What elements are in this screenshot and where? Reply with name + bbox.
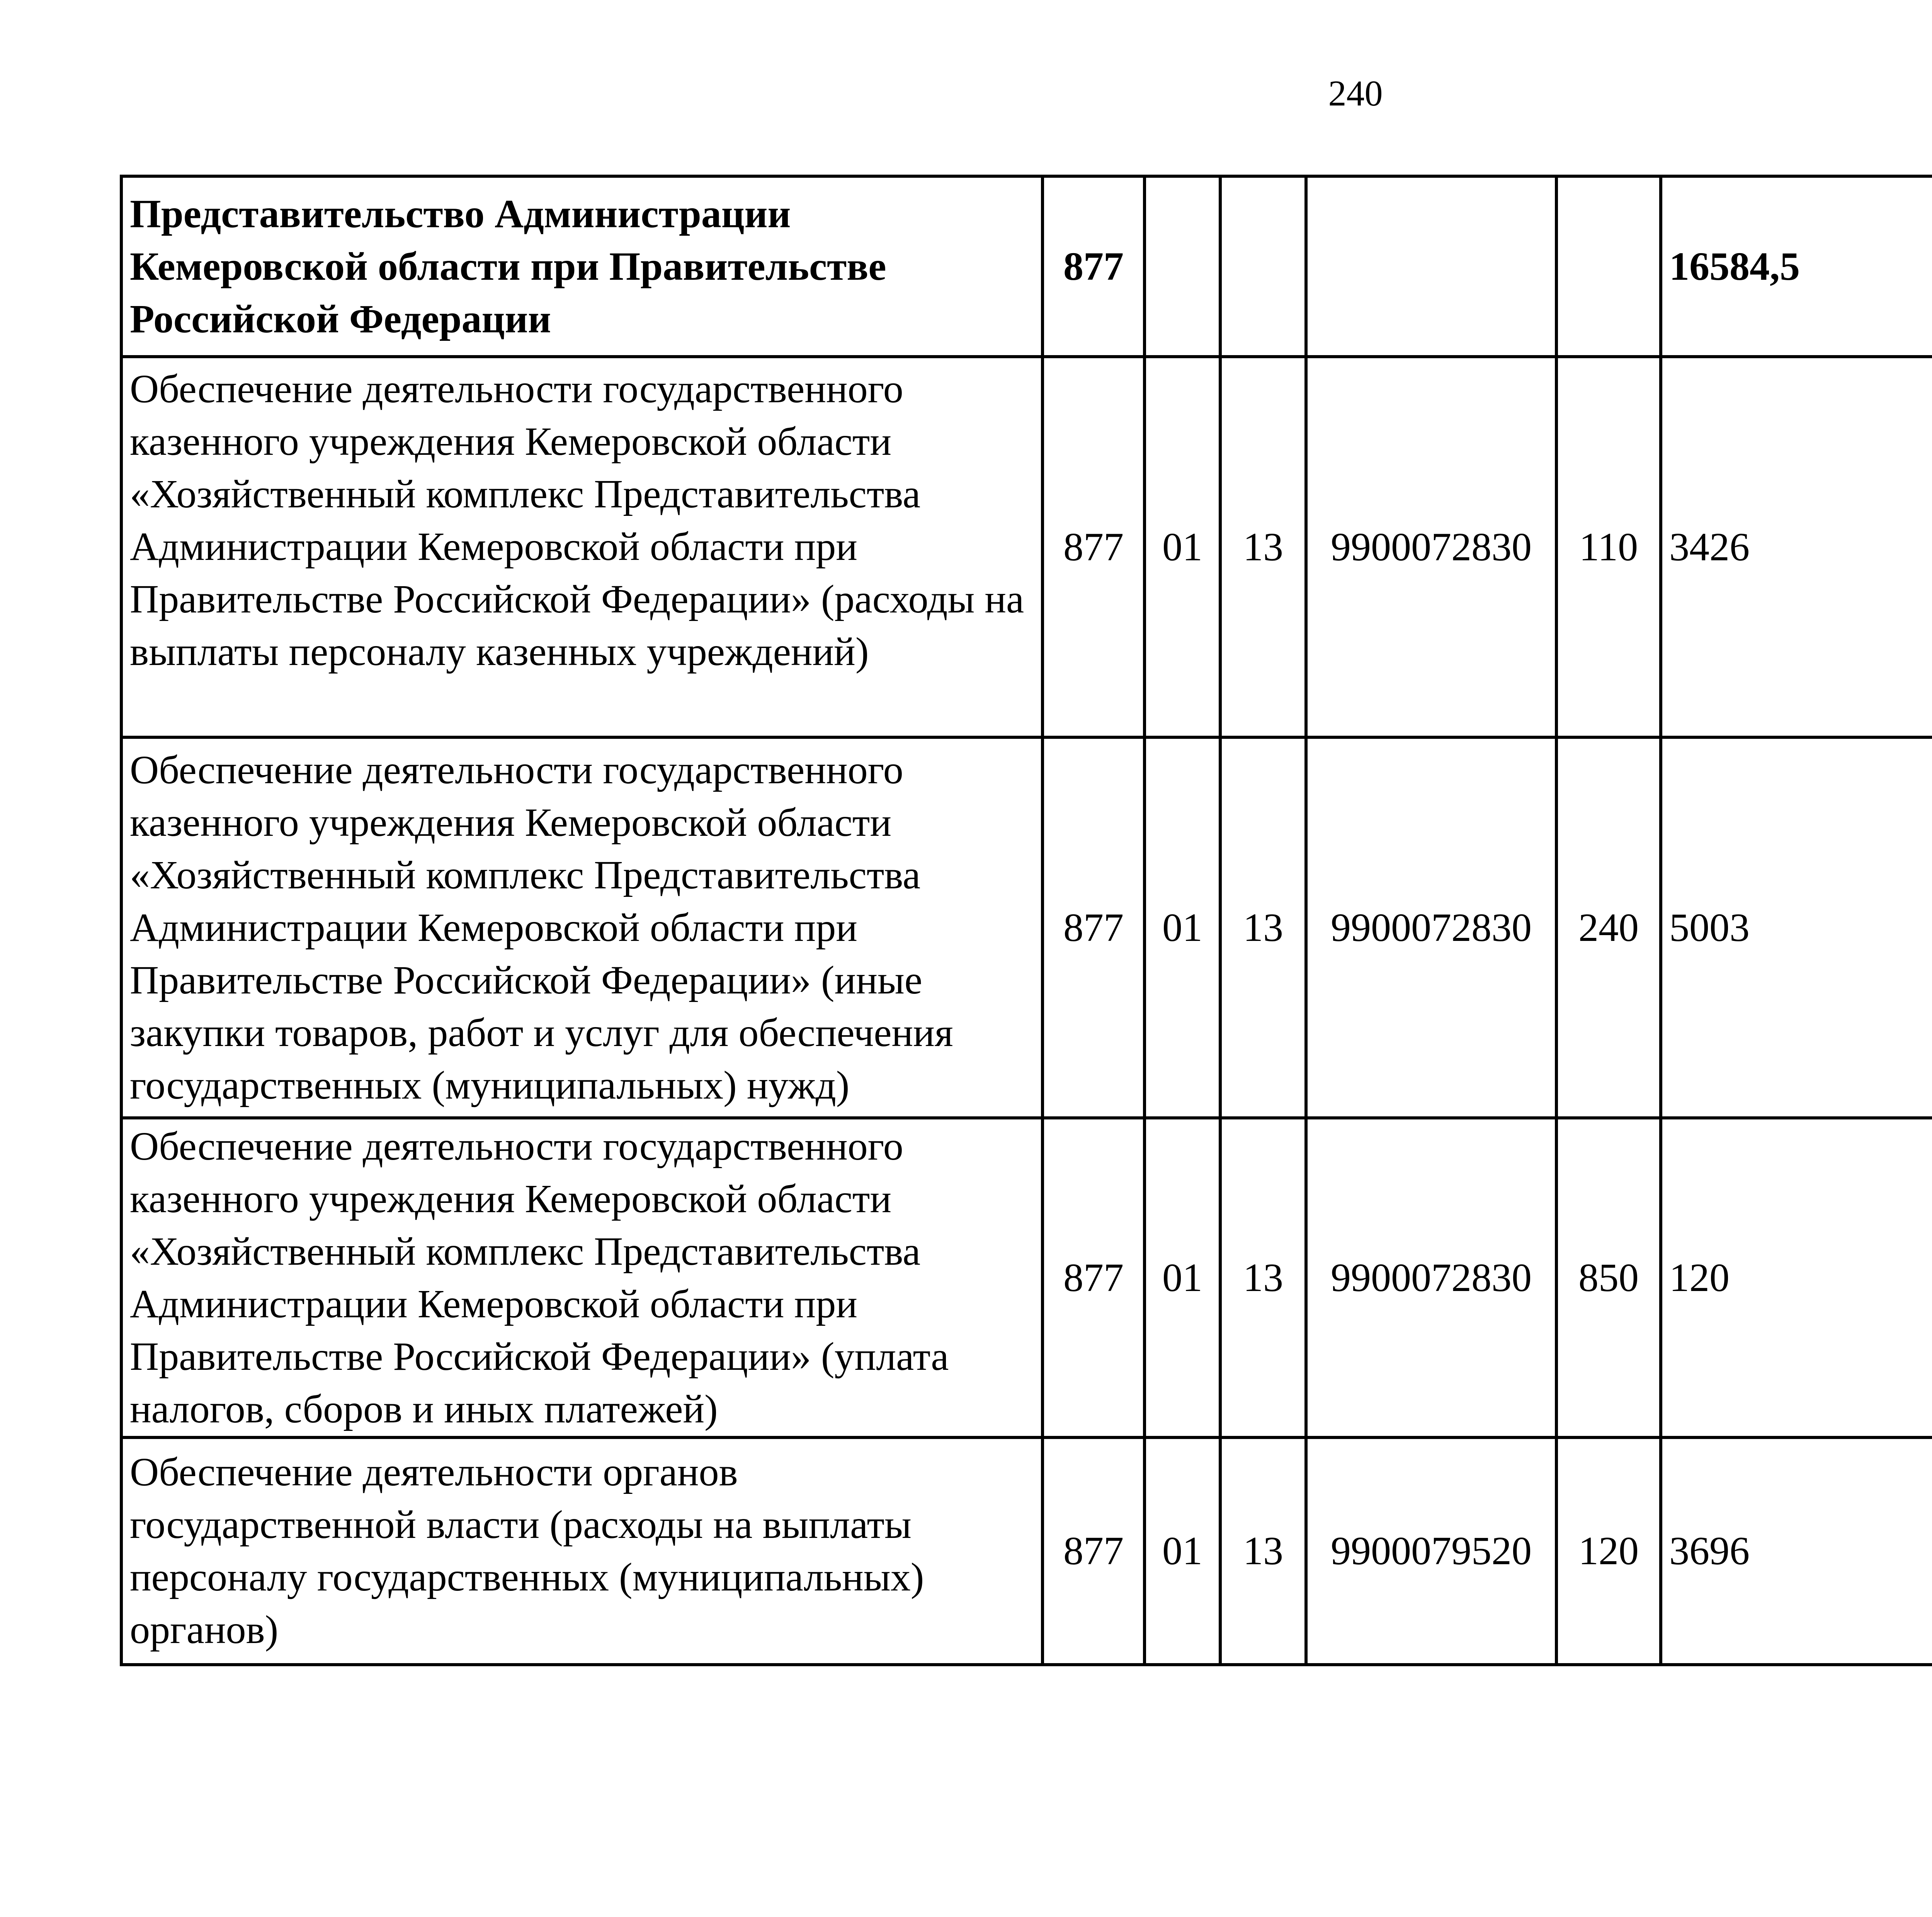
budget-table <box>120 175 1932 1666</box>
row-name: Представительство Администрации Кемеровской области при Правительстве Российской Федерации <box>121 176 1043 357</box>
table-row <box>121 737 1932 1118</box>
amount-year1-cell: 3426 <box>1661 357 1932 737</box>
table-row <box>121 357 1932 737</box>
subsection-cell <box>1220 176 1306 357</box>
ministry-code-cell: 877 <box>1043 1437 1145 1665</box>
subsection-cell: 13 <box>1220 1437 1306 1665</box>
row-name: Обеспечение деятельности государственного казенного учреждения Кемеровской области «Хозяйственный комплекс Представительства Администрации Кемеровской области при Правительстве Российской Федерации» (расходы на выплаты персоналу казенных учреждений) <box>121 357 1043 737</box>
amount-year1-cell: 16584,5 <box>1661 176 1932 357</box>
target-item-cell: 9900072830 <box>1306 737 1556 1118</box>
amount-year1-cell: 120 <box>1661 1118 1932 1437</box>
row-name: Обеспечение деятельности органов государственной власти (расходы на выплаты персоналу государственных (муниципальных) органов) <box>121 1437 1043 1665</box>
expense-type-cell: 120 <box>1556 1437 1661 1665</box>
ministry-code-cell: 877 <box>1043 737 1145 1118</box>
expense-type-cell <box>1556 176 1661 357</box>
section-cell: 01 <box>1145 1437 1220 1665</box>
ministry-code-cell: 877 <box>1043 357 1145 737</box>
section-cell <box>1145 176 1220 357</box>
table-row <box>121 1437 1932 1665</box>
amount-year1-cell: 5003 <box>1661 737 1932 1118</box>
ministry-code-cell: 877 <box>1043 176 1145 357</box>
expense-type-cell: 850 <box>1556 1118 1661 1437</box>
section-cell: 01 <box>1145 1118 1220 1437</box>
expense-type-cell: 240 <box>1556 737 1661 1118</box>
row-name: Обеспечение деятельности государственного казенного учреждения Кемеровской области «Хозяйственный комплекс Представительства Администрации Кемеровской области при Правительстве Российской Федерации» (уплата налогов, сборов и иных платежей) <box>121 1118 1043 1437</box>
expense-type-cell: 110 <box>1556 357 1661 737</box>
ministry-code-cell: 877 <box>1043 1118 1145 1437</box>
target-item-cell: 9900079520 <box>1306 1437 1556 1665</box>
subsection-cell: 13 <box>1220 737 1306 1118</box>
subsection-cell: 13 <box>1220 357 1306 737</box>
target-item-cell: 9900072830 <box>1306 357 1556 737</box>
table-row-organization-header <box>121 176 1932 357</box>
amount-year1-cell: 3696 <box>1661 1437 1932 1665</box>
target-item-cell: 9900072830 <box>1306 1118 1556 1437</box>
section-cell: 01 <box>1145 737 1220 1118</box>
target-item-cell <box>1306 176 1556 357</box>
row-name: Обеспечение деятельности государственного казенного учреждения Кемеровской области «Хозяйственный комплекс Представительства Администрации Кемеровской области при Правительстве Российской Федерации» (иные закупки товаров, работ и услуг для обеспечения государственных (муниципальных) нужд) <box>121 737 1043 1118</box>
page-number: 240 <box>1328 73 1383 114</box>
subsection-cell: 13 <box>1220 1118 1306 1437</box>
section-cell: 01 <box>1145 357 1220 737</box>
table-row <box>121 1118 1932 1437</box>
